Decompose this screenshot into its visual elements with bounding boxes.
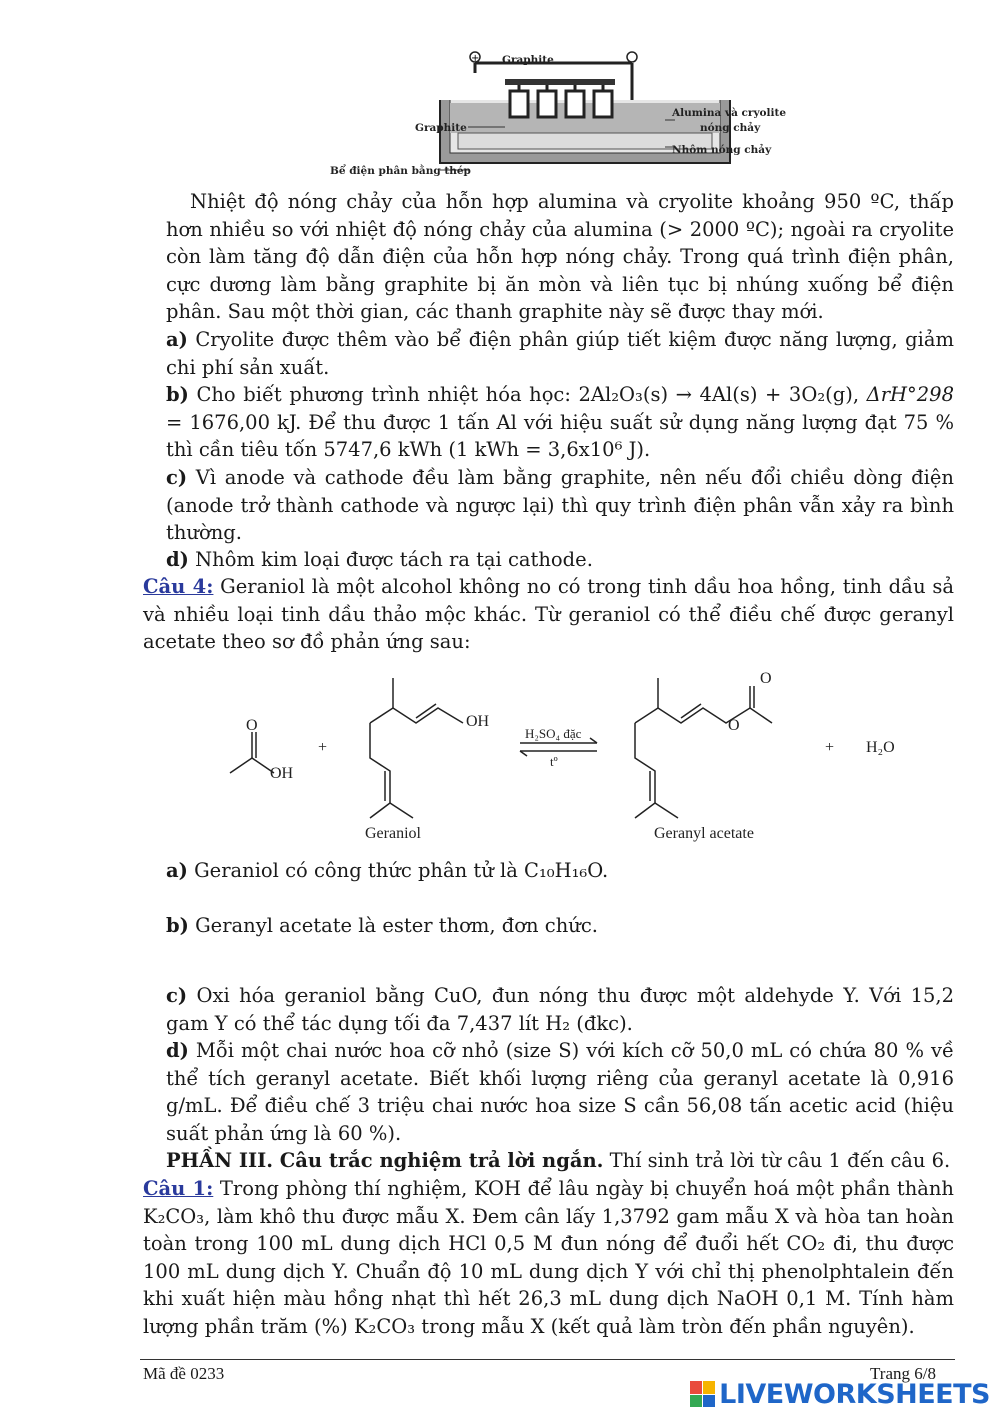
q3-b-text2: = 1676,00 kJ. Để thu được 1 tấn Al với hiệu suất sử dụng năng lượng đạt 75 % thì cần tiêu tốn 5747,6 kWh (1 kWh = 3,6x10⁶ J). <box>166 410 954 461</box>
q3-a-text: Cryolite được thêm vào bể điện phân giúp tiết kiệm được năng lượng, giảm chi phí sản xuất. <box>166 328 954 379</box>
temperature-label: tº <box>550 754 558 769</box>
part3-text: Thí sinh trả lời từ câu 1 đến câu 6. <box>603 1149 951 1172</box>
intro-paragraph: Nhiệt độ nóng chảy của hỗn hợp alumina và cryolite khoảng 950 ºC, thấp hơn nhiều so với nhiệt độ nóng chảy của alumina (> 2000 ºC); ngoài ra cryolite còn làm tăng độ dẫn điện của hỗn hợp nóng chảy. Trong quá trình điện phân, cực dương làm bằng graphite bị ăn mòn và liên tục bị nhúng xuống bể điện phân. Sau một thời gian, các thanh graphite này sẽ được thay mới. <box>166 190 954 323</box>
svg-text:+: + <box>471 53 480 64</box>
water-label: H₂O <box>866 739 895 756</box>
q4-d-label: d) <box>166 1039 189 1062</box>
part3-heading <box>166 1147 954 1175</box>
q3-c-text: Vì anode và cathode đều làm bằng graphite, nên nếu đổi chiều dòng điện (anode trở thành cathode và ngược lại) thì quy trình điện phân vẫn xảy ra bình thường. <box>166 466 954 544</box>
q3-b-label: b) <box>166 383 189 406</box>
minus-terminal-icon <box>627 52 637 62</box>
geraniol-oh-label: OH <box>466 713 490 730</box>
q3-a-label: a) <box>166 328 188 351</box>
aluminium-label: Nhôm nóng chảy <box>672 144 772 156</box>
footer-divider <box>140 1359 955 1360</box>
plus-2: + <box>825 739 835 756</box>
q4-option-d <box>166 1037 954 1147</box>
q3-d-label: d) <box>166 548 189 571</box>
q3-option-b <box>166 381 954 464</box>
reaction-scheme <box>220 668 920 850</box>
q4-a-label: a) <box>166 859 188 882</box>
page-number: Trang 6/8 <box>870 1364 936 1383</box>
steel-cell-label: Bể điện phân bằng thép <box>330 165 471 177</box>
q4-b-text: Geranyl acetate là ester thơm, đơn chức. <box>188 914 598 937</box>
geraniol-name: Geraniol <box>365 825 421 842</box>
q4-c-text: Oxi hóa geraniol bằng CuO, đun nóng thu được một aldehyde Y. Với 15,2 gam Y có thể tác dụng tối đa 7,437 lít H₂ (đkc). <box>166 984 954 1035</box>
part3-question-1 <box>143 1175 954 1340</box>
q3-option-d <box>166 546 954 574</box>
plus-1: + <box>318 739 328 756</box>
exam-code: Mã đề 0233 <box>143 1364 225 1383</box>
q3-b-enthalpy: ΔrH°298 <box>866 383 954 406</box>
q4-label: Câu 4: <box>143 575 214 598</box>
q3-option-c <box>166 464 954 547</box>
ester-o-top: O <box>760 670 772 687</box>
q4-option-a <box>166 857 954 885</box>
part3-title: PHẦN III. Câu trắc nghiệm trả lời ngắn. <box>166 1149 604 1172</box>
q4-option-c <box>166 982 954 1037</box>
q4-a-text: Geraniol có công thức phân tử là C₁₀H₁₆O. <box>187 859 609 882</box>
question-4 <box>143 573 954 656</box>
electrolysis-diagram <box>330 45 800 180</box>
ester-o-link: O <box>728 717 740 734</box>
liveworksheets-logo-icon <box>690 1381 715 1407</box>
q4-text: Geraniol là một alcohol không no có trong tinh dầu hoa hồng, tinh dầu sả và nhiều loại tinh dầu thảo mộc khác. Từ geraniol có thể điều chế được geranyl acetate theo sơ đồ phản ứng sau: <box>143 575 955 653</box>
brand-name: LIVEWORKSHEETS <box>719 1378 990 1410</box>
q3-d-text: Nhôm kim loại được tách ra tại cathode. <box>188 548 593 571</box>
q4-d-text: Mỗi một chai nước hoa cỡ nhỏ (size S) với kích cỡ 50,0 mL có chứa 80 % về thể tích geranyl acetate. Biết khối lượng riêng của geranyl acetate là 0,916 g/mL. Để điều chế 3 triệu chai nước hoa size S cần 56,08 tấn acetic acid (hiệu suất phản ứng là 60 %). <box>166 1039 954 1145</box>
q4-c-label: c) <box>166 984 188 1007</box>
catalyst-label: H₂SO₄ đặc <box>525 726 582 741</box>
graphite-left-label: Graphite <box>415 122 467 134</box>
alumina-label-2: nóng chảy <box>700 122 761 134</box>
graphite-top-label: Graphite <box>502 54 554 66</box>
q3-c-label: c) <box>166 466 188 489</box>
alumina-label: Alumina và cryolite <box>672 107 787 119</box>
geranyl-acetate-name: Geranyl acetate <box>654 825 754 842</box>
liveworksheets-brand[interactable] <box>690 1378 990 1410</box>
p3q1-label: Câu 1: <box>143 1177 214 1200</box>
q3-option-a <box>166 326 954 381</box>
q3-b-text1: Cho biết phương trình nhiệt hóa học: 2Al₂O₃(s) → 4Al(s) + 3O₂(g), <box>188 383 867 406</box>
acid-o-label: O <box>246 717 258 734</box>
q4-b-label: b) <box>166 914 189 937</box>
acid-oh-label: OH <box>270 765 294 782</box>
q4-option-b <box>166 912 954 940</box>
p3q1-text: Trong phòng thí nghiệm, KOH để lâu ngày bị chuyển hoá một phần thành K₂CO₃, làm khô thu được mẫu X. Đem cân lấy 1,3792 gam mẫu X và hòa tan hoàn toàn trong 100 mL dung dịch HCl 0,5 M đun nóng để đuổi hết CO₂ đi, thu được 100 mL dung dịch Y. Chuẩn độ 10 mL dung dịch Y với chỉ thị phenolphtalein đến khi xuất hiện màu hồng nhạt thì hết 26,3 mL dung dịch NaOH 0,1 M. Tính hàm lượng phần trăm (%) K₂CO₃ trong mẫu X (kết quả làm tròn đến phần nguyên). <box>143 1177 954 1338</box>
